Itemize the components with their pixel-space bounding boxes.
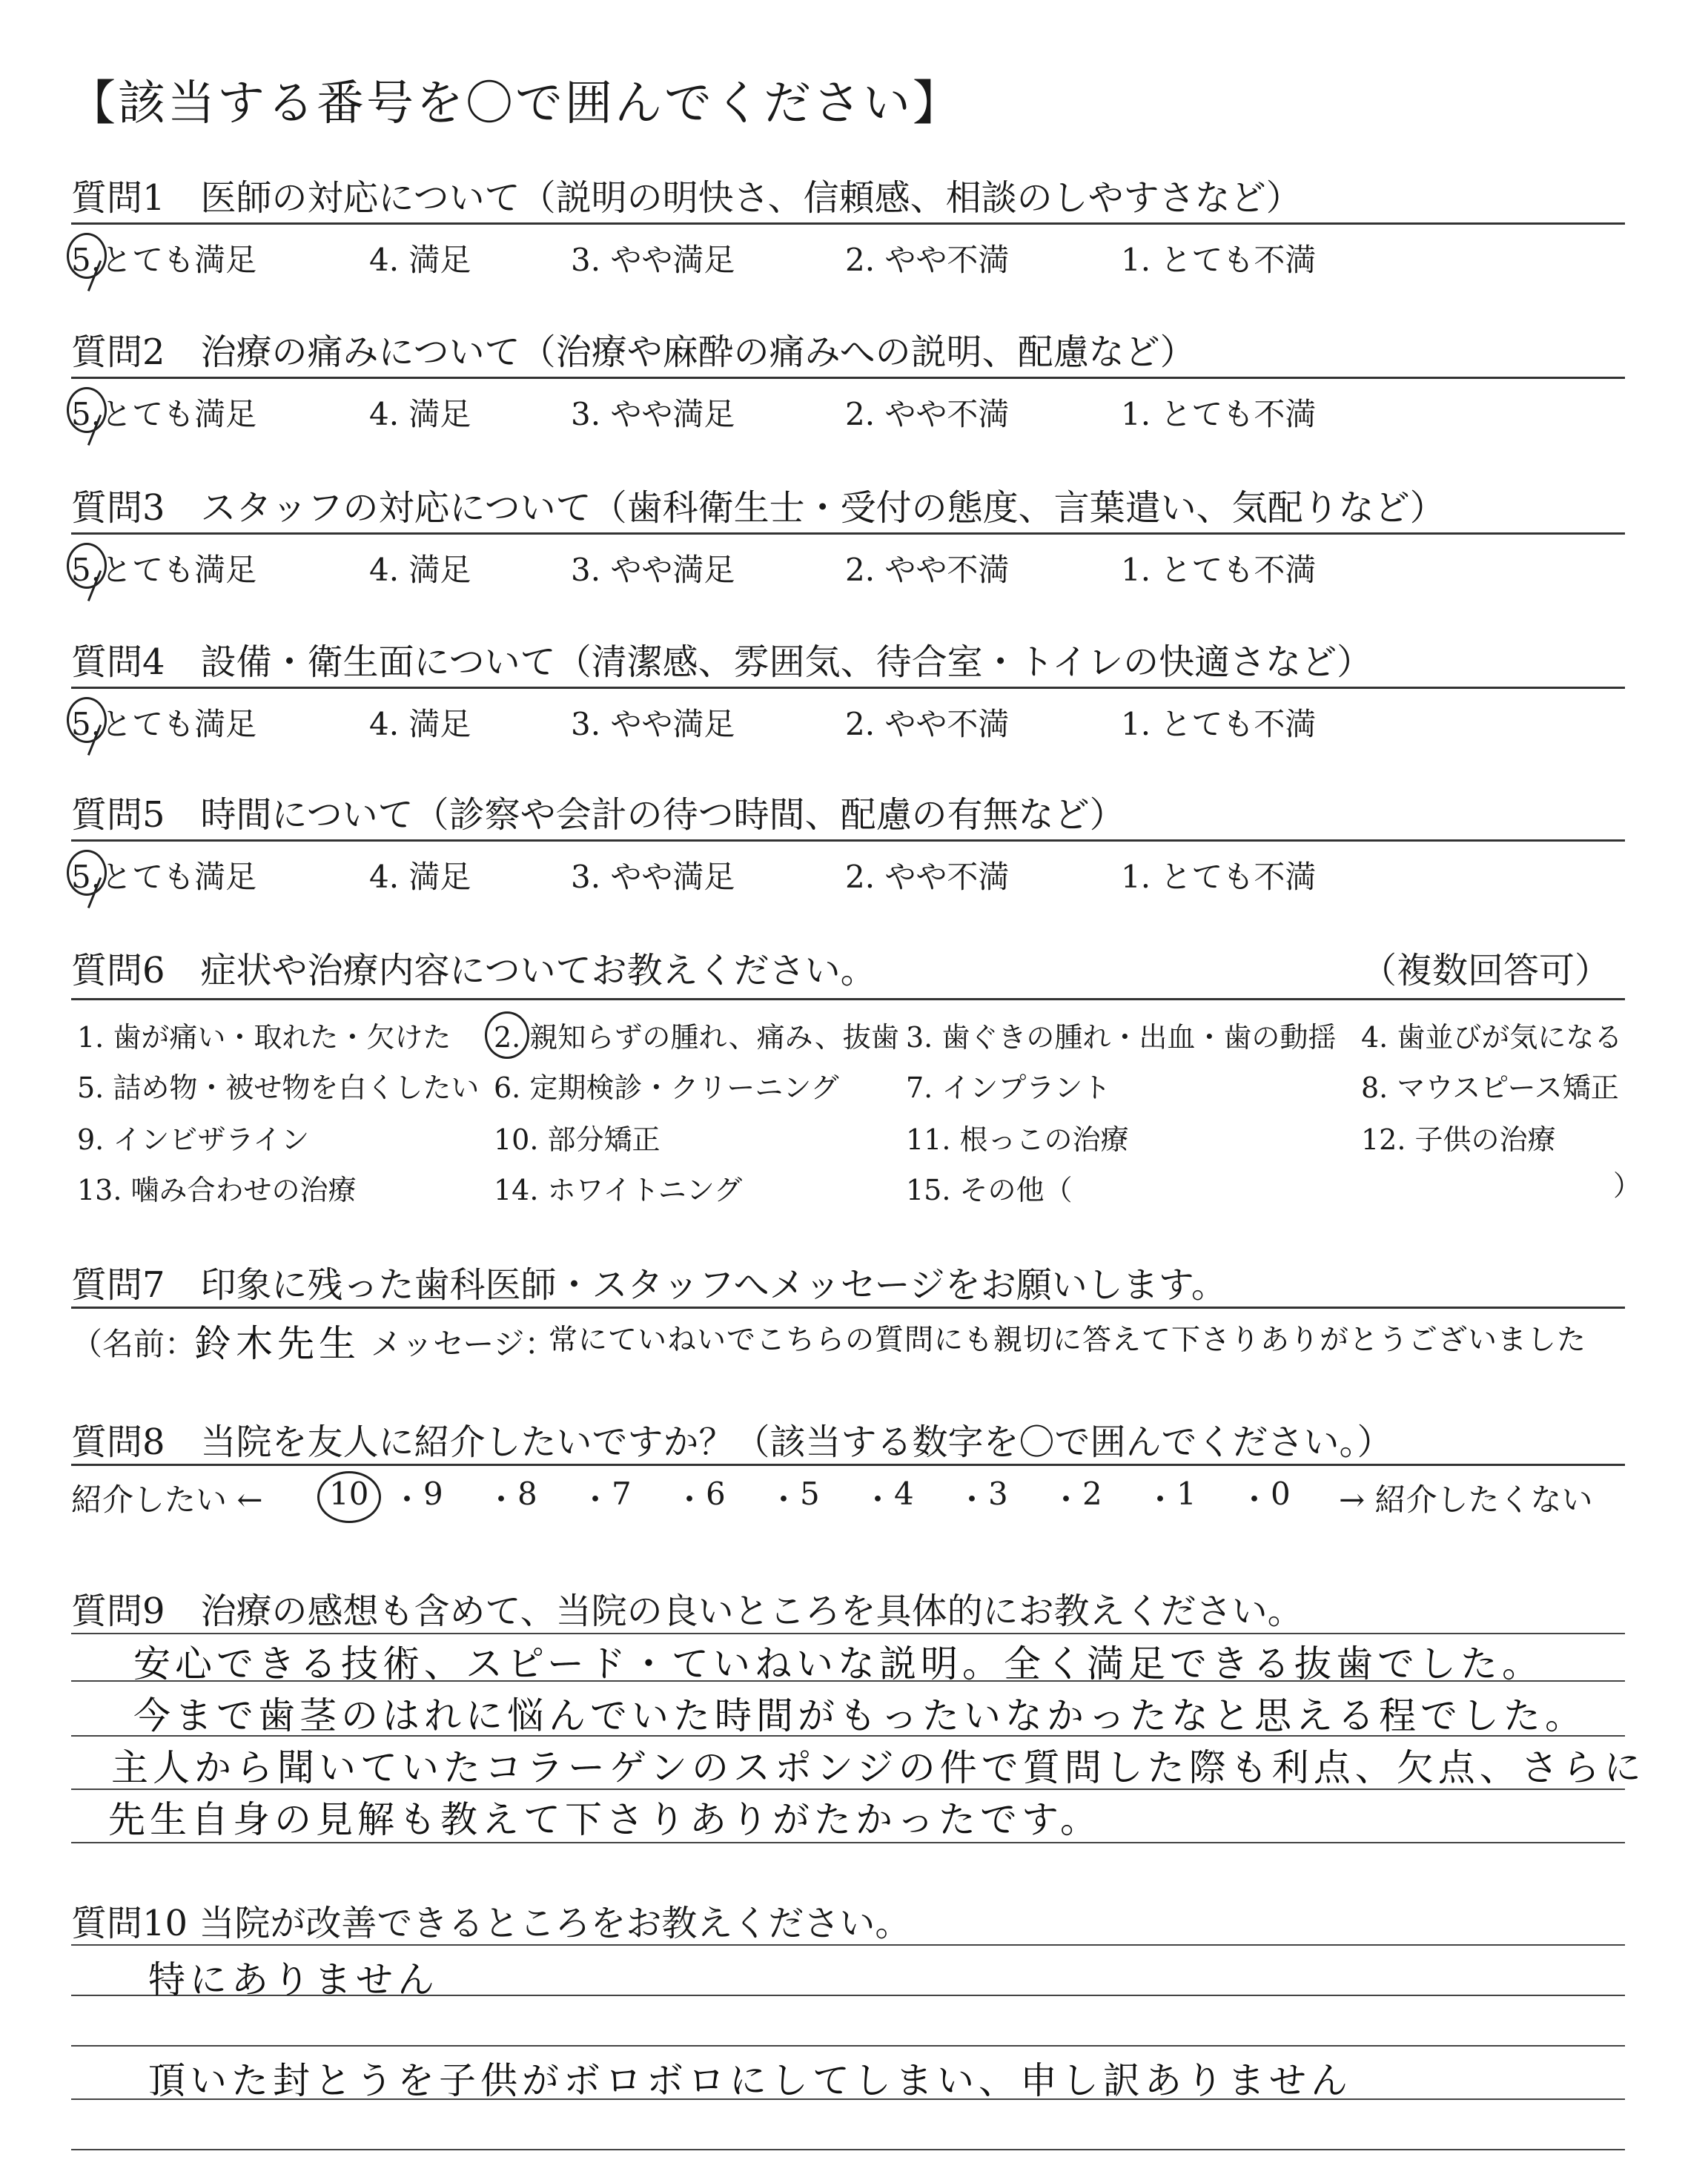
q2-option-1[interactable]: 1. とても不満 [1121,396,1317,432]
q5-option-5[interactable]: 5.とても満足 [71,859,257,895]
q6-selected-circle [485,1011,529,1059]
q6-note: （複数回答可） [1361,950,1611,991]
q6-option-15[interactable]: 15. その他（ [906,1174,1073,1206]
q2-option-4[interactable]: 4. 満足 [369,396,471,432]
q8-scale-10[interactable]: 10 [329,1476,369,1512]
q10-answer-line-3[interactable]: 頂いた封とうを子供がボロボロにしてしまい、申し訳ありません [148,2059,1352,2102]
q1-option-2[interactable]: 2. やや不満 [845,242,1010,278]
q10-title: 質問10 当院が改善できるところをお教えください。 [71,1903,911,1944]
q8-scale-0[interactable]: 0 [1271,1476,1291,1512]
q9-answer-line-1[interactable]: 安心できる技術、スピード・ていねいな説明。全く満足できる抜歯でした。 [133,1642,1543,1685]
q8-scale-2[interactable]: 2 [1082,1476,1102,1512]
q2-selected-circle [67,387,107,433]
q7-name-label: （名前： [71,1326,196,1362]
q3-rule [71,532,1625,535]
q8-left-label: 紹介したい ← [71,1482,263,1518]
q10-line-rule [71,1944,1625,1946]
q6-option-2[interactable]: 2. 親知らずの腫れ、痛み、抜歯 [494,1021,899,1054]
q6-option-13[interactable]: 13. 噛み合わせの治療 [77,1174,357,1206]
q8-scale-1[interactable]: 1 [1176,1476,1196,1512]
q6-option-11[interactable]: 11. 根っこの治療 [906,1123,1129,1156]
q7-message-label: メッセージ： [371,1326,556,1362]
q4-option-2[interactable]: 2. やや不満 [845,706,1010,742]
q10-line-rule [71,2045,1625,2047]
q8-scale-separator: ・ [768,1482,800,1518]
q3-title: 質問3 スタッフの対応について（歯科衛生士・受付の態度、言葉遣い、気配りなど） [71,487,1446,529]
q8-scale-9[interactable]: 9 [423,1476,443,1512]
q5-option-2[interactable]: 2. やや不満 [845,859,1010,895]
q3-option-5[interactable]: 5.とても満足 [71,552,257,588]
q8-scale-separator: ・ [580,1482,612,1518]
q3-option-1[interactable]: 1. とても不満 [1121,552,1317,588]
q8-scale-separator: ・ [1145,1482,1176,1518]
q3-option-2[interactable]: 2. やや不満 [845,552,1010,588]
q1-selected-circle [67,233,107,279]
q1-rule [71,222,1625,225]
q8-title: 質問8 当院を友人に紹介したいですか？（該当する数字を〇で囲んでください。） [71,1421,1393,1463]
q5-option-3[interactable]: 3. やや満足 [571,859,735,895]
q1-option-3[interactable]: 3. やや満足 [571,242,735,278]
q8-right-label: → 紹介したくない [1339,1482,1593,1518]
q6-option-4[interactable]: 4. 歯並びが気になる [1361,1021,1623,1054]
page-title: 【該当する番号を〇で囲んでください】 [68,76,962,131]
q9-answer-line-3[interactable]: 主人から聞いていたコラーゲンのスポンジの件で質問した際も利点、欠点、さらに [111,1746,1646,1789]
q8-scale-3[interactable]: 3 [988,1476,1008,1512]
q4-rule [71,687,1625,689]
q6-rule [71,998,1625,1000]
q6-option-1[interactable]: 1. 歯が痛い・取れた・欠けた [77,1021,451,1054]
q8-selected-circle [317,1471,381,1523]
q5-option-4[interactable]: 4. 満足 [369,859,471,895]
q2-rule [71,377,1625,379]
q6-option-3[interactable]: 3. 歯ぐきの腫れ・出血・歯の動揺 [906,1021,1337,1054]
q6-option-8[interactable]: 8. マウスピース矯正 [1361,1071,1619,1104]
q3-option-4[interactable]: 4. 満足 [369,552,471,588]
q8-scale-separator: ・ [862,1482,894,1518]
q4-option-4[interactable]: 4. 満足 [369,706,471,742]
q6-option-9[interactable]: 9. インビザライン [77,1123,310,1156]
q9-title: 質問9 治療の感想も含めて、当院の良いところを具体的にお教えください。 [71,1591,1303,1632]
q8-scale-6[interactable]: 6 [706,1476,726,1512]
q6-option-6[interactable]: 6. 定期検診・クリーニング [494,1071,839,1104]
q9-answer-line-4[interactable]: 先生自身の見解も教えて下さりありがたかったです。 [108,1798,1102,1841]
q9-answer-line-2[interactable]: 今まで歯茎のはれに悩んでいた時間がもったいなかったなと思える程でした。 [133,1694,1586,1737]
q7-name-value[interactable]: 鈴木先生 [194,1322,360,1365]
q8-scale-8[interactable]: 8 [517,1476,537,1512]
q8-rule [71,1464,1625,1466]
q6-close-paren: ） [1613,1169,1642,1202]
q7-title: 質問7 印象に残った歯科医師・スタッフへメッセージをお願いします。 [71,1264,1227,1306]
q6-option-10[interactable]: 10. 部分矯正 [494,1123,661,1156]
q8-scale-separator: ・ [1239,1482,1271,1518]
q6-option-14[interactable]: 14. ホワイトニング [494,1174,743,1206]
q4-option-3[interactable]: 3. やや満足 [571,706,735,742]
q1-title: 質問1 医師の対応について（説明の明快さ、信頼感、相談のしやすさなど） [71,177,1302,219]
q7-rule [71,1307,1625,1309]
q3-selected-circle [67,543,107,589]
q6-title: 質問6 症状や治療内容についてお教えください。 [71,950,876,991]
q1-option-4[interactable]: 4. 満足 [369,242,471,278]
q6-option-7[interactable]: 7. インプラント [906,1071,1111,1104]
q10-line-rule [71,2149,1625,2150]
q7-message-value[interactable]: 常にていねいでこちらの質問にも親切に答えて下さりありがとうございました [549,1324,1587,1357]
q8-scale-4[interactable]: 4 [894,1476,914,1512]
q8-scale-separator: ・ [486,1482,517,1518]
q4-title: 質問4 設備・衛生面について（清潔感、雰囲気、待合室・トイレの快適さなど） [71,641,1373,683]
q5-rule [71,839,1625,842]
q1-option-1[interactable]: 1. とても不満 [1121,242,1317,278]
q8-scale-separator: ・ [1050,1482,1082,1518]
q8-scale-7[interactable]: 7 [612,1476,632,1512]
q2-option-5[interactable]: 5.とても満足 [71,396,257,432]
q6-option-12[interactable]: 12. 子供の治療 [1361,1123,1556,1156]
q5-title: 質問5 時間について（診察や会計の待つ時間、配慮の有無など） [71,794,1125,836]
q8-scale-separator: ・ [956,1482,988,1518]
q2-option-2[interactable]: 2. やや不満 [845,396,1010,432]
q5-option-1[interactable]: 1. とても不満 [1121,859,1317,895]
q2-title: 質問2 治療の痛みについて（治療や麻酔の痛みへの説明、配慮など） [71,331,1196,373]
q8-scale-separator: ・ [674,1482,706,1518]
q10-answer-line-1[interactable]: 特にありません [148,1958,439,2001]
q3-option-3[interactable]: 3. やや満足 [571,552,735,588]
q6-option-5[interactable]: 5. 詰め物・被せ物を白くしたい [77,1071,480,1104]
q8-scale-5[interactable]: 5 [800,1476,820,1512]
q4-option-5[interactable]: 5.とても満足 [71,706,257,742]
q4-selected-circle [67,697,107,743]
q5-selected-circle [67,850,107,896]
q1-option-5[interactable]: 5.とても満足 [71,242,257,278]
q8-scale-separator: ・ [391,1482,423,1518]
q2-option-3[interactable]: 3. やや満足 [571,396,735,432]
q4-option-1[interactable]: 1. とても不満 [1121,706,1317,742]
